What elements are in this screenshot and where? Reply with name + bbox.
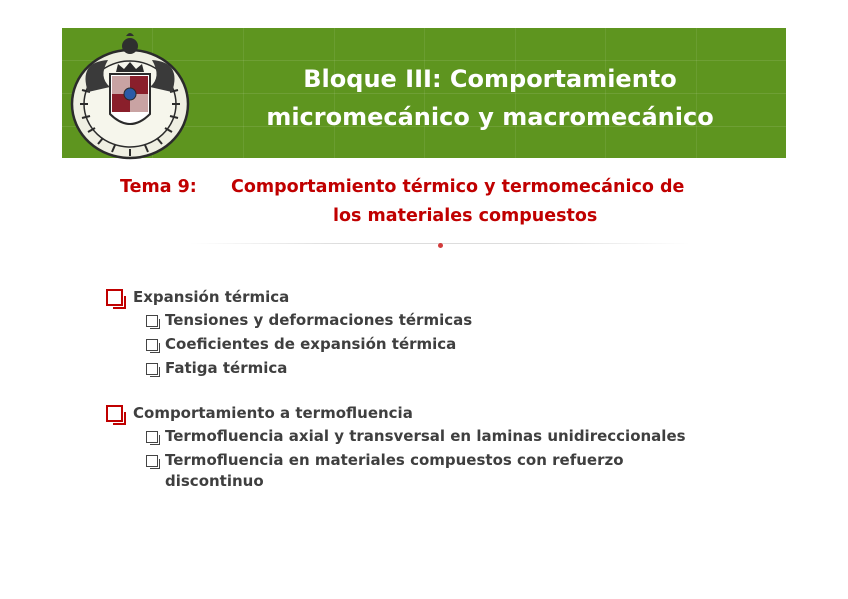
section-expansion — [106, 284, 746, 310]
list-item-label: Tensiones y deformaciones térmicas — [165, 311, 473, 329]
section-label: Expansión térmica — [133, 288, 290, 306]
checkbox-bullet-icon — [146, 339, 158, 351]
block-title — [230, 60, 750, 136]
tema-title-line1: Comportamiento térmico y termomecánico de — [231, 177, 685, 197]
university-seal-icon — [68, 32, 192, 162]
section-label: Comportamiento a termofluencia — [133, 404, 413, 422]
checkbox-bullet-icon — [106, 289, 123, 306]
outline-list — [106, 284, 746, 495]
list-item — [146, 334, 746, 355]
list-item — [146, 358, 746, 379]
tema-title-line2: los materiales compuestos — [333, 206, 598, 226]
checkbox-bullet-icon — [146, 455, 158, 467]
section-termofluencia — [106, 400, 746, 426]
list-item-label: Termofluencia axial y transversal en laminas unidireccionales — [165, 427, 686, 445]
checkbox-bullet-icon — [146, 315, 158, 327]
checkbox-bullet-icon — [146, 363, 158, 375]
list-item-label: Fatiga térmica — [165, 359, 288, 377]
tema-prefix: Tema 9: — [120, 177, 197, 197]
block-title-line2: micromecánico y macromecánico — [266, 103, 714, 131]
list-item — [146, 426, 746, 447]
block-title-line1: Bloque III: Comportamiento — [303, 65, 677, 93]
list-item-label: Termofluencia en materiales compuestos con refuerzo discontinuo — [165, 451, 624, 490]
list-item-label: Coeficientes de expansión térmica — [165, 335, 457, 353]
list-item — [146, 310, 746, 331]
checkbox-bullet-icon — [106, 405, 123, 422]
checkbox-bullet-icon — [146, 431, 158, 443]
divider-dot — [438, 243, 443, 248]
list-item — [146, 450, 666, 492]
tema-title — [120, 173, 760, 231]
